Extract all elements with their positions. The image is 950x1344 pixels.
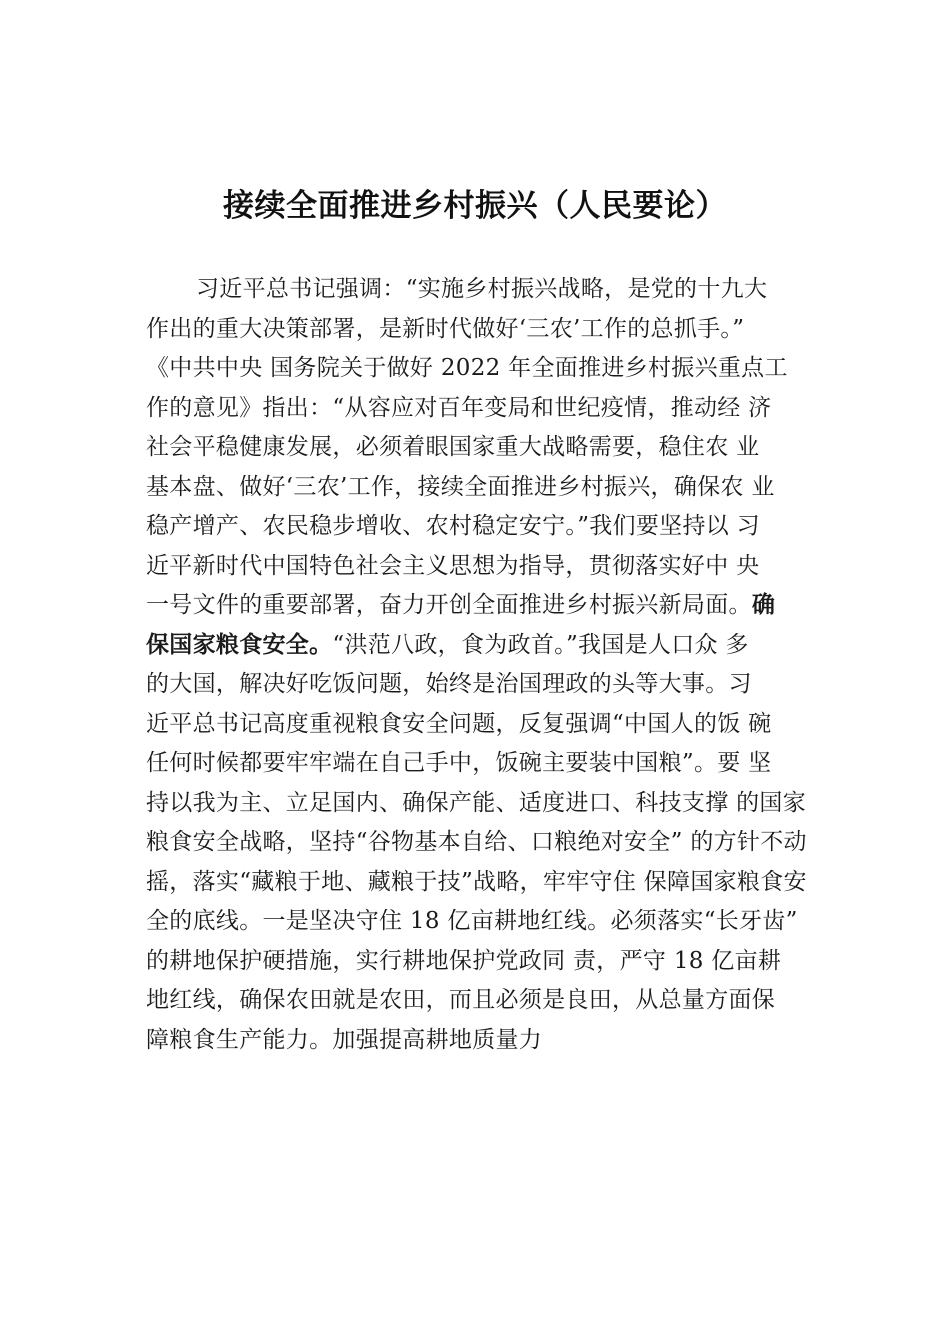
paragraph-line: 持以我为主、立足国内、确保产能、适度进口、科技支撑 的国家 xyxy=(146,789,807,816)
paragraph-line: 任何时候都要牢牢端在自己手中，饭碗主要装中国粮”。要 坚 xyxy=(146,750,772,776)
line-text: “洪范八政，食为政首。”我国是人口众 多 xyxy=(332,631,749,658)
paragraph-line: 摇，落实“藏粮于地、藏粮于技”战略，牢牢守住 保障国家粮食安 xyxy=(146,868,807,895)
paragraph-line: 的耕地保护硬措施，实行耕地保护党政同 责，严守 18 亿亩耕 xyxy=(146,947,782,974)
paragraph-line: 习近平总书记强调：“实施乡村振兴战略，是党的十九大 xyxy=(196,276,768,302)
paragraph-line: 稳产增产、农民稳步增收、农村稳定安宁。”我们要坚持以 习 xyxy=(146,513,760,539)
paragraph-line: 地红线，确保农田就是农田，而且必须是良田，从总量方面保 xyxy=(146,987,776,1013)
bold-heading-start: 确 xyxy=(751,592,776,618)
paragraph-line: 的大国，解决好吃饭问题，始终是治国理政的头等大事。习 xyxy=(146,671,752,697)
paragraph-line xyxy=(146,626,846,666)
paragraph-line: 粮食安全战略，坚持“谷物基本自给、口粮绝对安全” 的方针不动 xyxy=(146,829,807,855)
paragraph-line xyxy=(146,586,846,626)
paragraph-line: 近平总书记高度重视粮食安全问题，反复强调“中国人的饭 碗 xyxy=(146,710,772,737)
paragraph-line: 作的意见》指出：“从容应对百年变局和世纪疫情，推动经 济 xyxy=(146,394,772,421)
paragraph-line: 基本盘、做好‘三农’工作，接续全面推进乡村振兴，确保农 业 xyxy=(146,473,775,500)
paragraph-line: 近平新时代中国特色社会主义思想为指导，贯彻落实好中 央 xyxy=(146,552,760,579)
paragraph-line: 全的底线。一是坚决守住 18 亿亩耕地红线。必须落实“长牙齿” xyxy=(146,908,798,934)
paragraph-line: 《中共中央 国务院关于做好 2022 年全面推进乡村振兴重点工 xyxy=(146,355,788,381)
paragraph-line: 障粮食生产能力。加强提高耕地质量力 xyxy=(146,1026,543,1053)
paragraph-line: 作出的重大决策部署，是新时代做好‘三农’工作的总抓手。” xyxy=(146,315,745,342)
page-title: 接续全面推进乡村振兴（人民要论） xyxy=(223,188,727,224)
article-body xyxy=(146,270,846,1060)
line-text: 一号文件的重要部署，奋力开创全面推进乡村振兴新局面。 xyxy=(146,592,752,618)
paragraph-line: 社会平稳健康发展，必须着眼国家重大战略需要，稳住农 业 xyxy=(146,434,760,460)
bold-heading-end: 保国家粮食安全。 xyxy=(146,631,333,658)
